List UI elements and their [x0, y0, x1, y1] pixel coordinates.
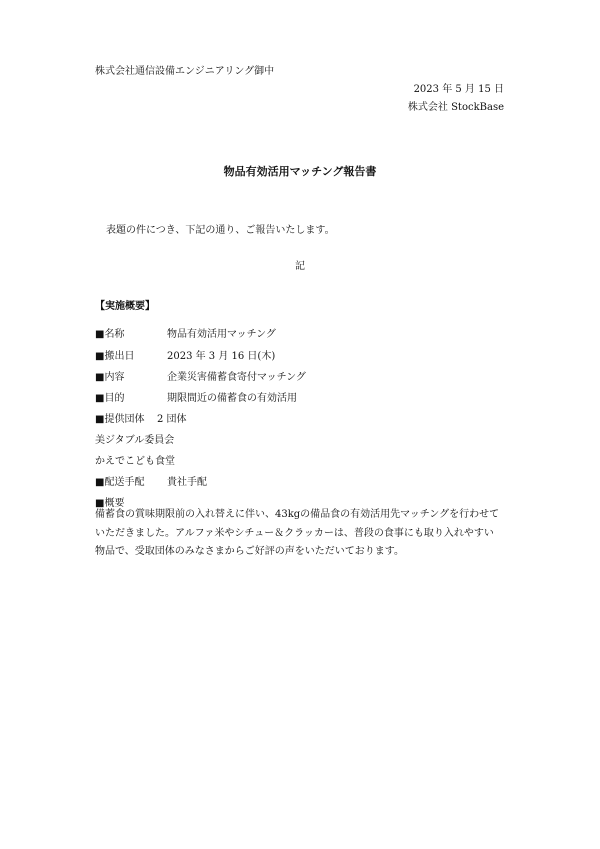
overview-body: [95, 506, 507, 562]
detail-value-name: 物品有効活用マッチング: [167, 329, 276, 340]
section-heading: 【実施概要】: [95, 301, 155, 312]
detail-label-purpose: ■目的: [95, 393, 125, 404]
overview-line: 物品で、受取団体のみなさまからご好評の声をいただいております。: [95, 546, 404, 557]
ki-marker: 記: [295, 261, 305, 272]
provider-value: 2 団体: [157, 414, 187, 425]
report-date: 2023 年 5 月 15 日: [413, 84, 504, 95]
intro-text: 表題の件につき、下記の通り、ご報告いたします。: [106, 225, 335, 236]
detail-value-content: 企業災害備蓄食寄付マッチング: [167, 372, 306, 383]
organization-item: 美ジタブル委員会: [95, 435, 175, 446]
addressee: 株式会社通信設備エンジニアリング御中: [95, 66, 275, 77]
overview-line: いただきました。アルファ米やシチュー＆クラッカーは、普段の食事にも取り入れやすい: [95, 527, 494, 539]
overview-line: 備蓄食の賞味期限前の入れ替えに伴い、43kgの備品食の有効活用先マッチングを行わせて: [95, 509, 500, 520]
detail-value-date: 2023 年 3 月 16 日(木): [167, 351, 276, 362]
provider-label: ■提供団体: [95, 414, 145, 425]
detail-label-name: ■名称: [95, 329, 125, 340]
detail-label-content: ■内容: [95, 372, 125, 383]
organization-item: かえでこども食堂: [95, 456, 175, 467]
overview-label: ■概要: [95, 498, 125, 509]
document-title: 物品有効活用マッチング報告書: [223, 165, 377, 178]
sender-company: 株式会社 StockBase: [407, 102, 504, 113]
delivery-label: ■配送手配: [95, 477, 145, 488]
detail-label-date: ■搬出日: [95, 351, 135, 362]
delivery-value: 貴社手配: [167, 477, 207, 488]
detail-value-purpose: 期限間近の備蓄食の有効活用: [167, 393, 297, 404]
